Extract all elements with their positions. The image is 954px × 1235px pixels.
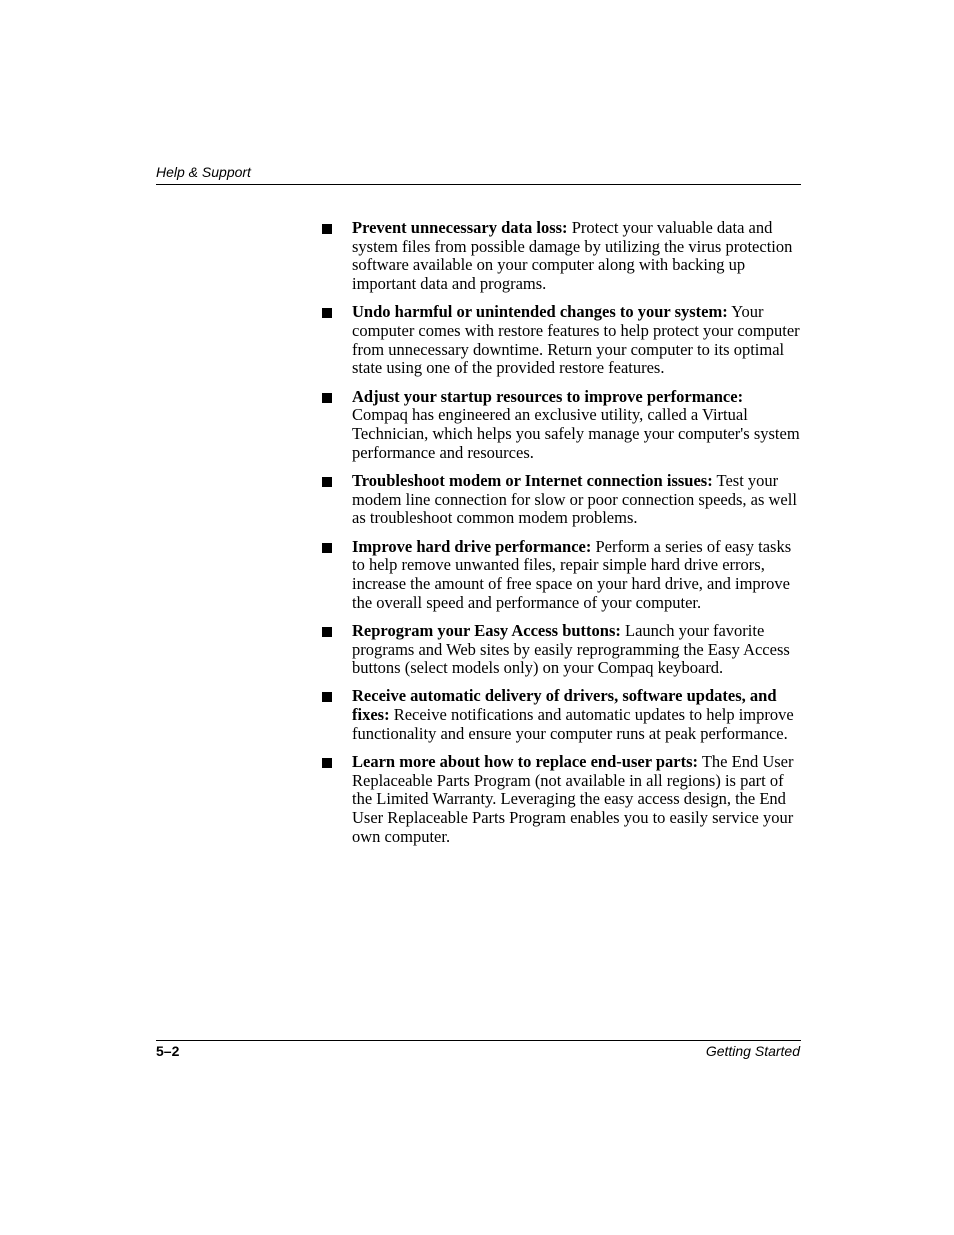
- list-item-lead: Undo harmful or unintended changes to your system:: [352, 302, 728, 322]
- square-bullet-icon: [322, 224, 332, 234]
- list-item-text: [352, 538, 800, 613]
- book-title: Getting Started: [705, 1043, 800, 1059]
- list-item-lead: Learn more about how to replace end-user parts:: [352, 752, 699, 772]
- list-item: [322, 303, 800, 378]
- running-header: Help & Support: [156, 164, 251, 180]
- list-item: [322, 472, 800, 528]
- list-item-lead: Receive automatic delivery of drivers, software updates, and fixes:: [352, 686, 777, 725]
- square-bullet-icon: [322, 543, 332, 553]
- footer-rule: [156, 1040, 801, 1041]
- list-item: [322, 219, 800, 294]
- list-item: [322, 622, 800, 678]
- list-item-lead: Reprogram your Easy Access buttons:: [352, 620, 621, 640]
- list-item: [322, 753, 800, 847]
- list-item-text: [352, 472, 800, 528]
- list-item-text: [352, 687, 800, 743]
- list-item-body: Compaq has engineered an exclusive utility, called a Virtual Technician, which helps you safely manage your computer's system performance and resources.: [352, 405, 800, 462]
- list-item-text: [352, 753, 800, 847]
- list-item-text: [352, 388, 800, 463]
- list-item: [322, 538, 800, 613]
- list-item-lead: Adjust your startup resources to improve performance:: [352, 386, 744, 406]
- list-item: [322, 687, 800, 743]
- list-item-text: [352, 622, 800, 678]
- list-item-body: Receive notifications and automatic updates to help improve functionality and ensure your computer runs at peak performance.: [352, 705, 794, 743]
- list-item-body: The End User Replaceable Parts Program (not available in all regions) is part of the Limited Warranty. Leveraging the easy access design, the End User Replaceable Parts Program enables you to easily service your own computer.: [352, 752, 794, 846]
- list-item-lead: Troubleshoot modem or Internet connection issues:: [352, 470, 713, 490]
- square-bullet-icon: [322, 758, 332, 768]
- page-number: 5–2: [156, 1043, 180, 1059]
- list-item-body: Launch your favorite programs and Web sites by easily reprogramming the Easy Access buttons (select models only) on your Compaq keyboard.: [352, 620, 790, 678]
- header-rule: [156, 184, 801, 185]
- list-item-text: [352, 219, 800, 294]
- list-item-lead: Prevent unnecessary data loss:: [352, 218, 568, 237]
- square-bullet-icon: [322, 627, 332, 637]
- list-item-body: Protect your valuable data and system files from possible damage by utilizing the virus protection software available on your computer along with backing up important data and programs.: [352, 218, 793, 294]
- list-item: [322, 388, 800, 463]
- list-item-body: Perform a series of easy tasks to help remove unwanted files, repair simple hard drive errors, increase the amount of free space on your hard drive, and improve the overall speed and performance of your computer.: [352, 536, 792, 612]
- feature-list: [322, 219, 800, 856]
- square-bullet-icon: [322, 477, 332, 487]
- square-bullet-icon: [322, 692, 332, 702]
- list-item-body: Your computer comes with restore features to help protect your computer from unnecessary downtime. Return your computer to its optimal state using one of the provided restore features.: [352, 302, 800, 378]
- square-bullet-icon: [322, 308, 332, 318]
- list-item-body: Test your modem line connection for slow or poor connection speeds, as well as troubleshoot common modem problems.: [352, 470, 797, 528]
- square-bullet-icon: [322, 393, 332, 403]
- list-item-lead: Improve hard drive performance:: [352, 536, 592, 556]
- list-item-text: [352, 303, 800, 378]
